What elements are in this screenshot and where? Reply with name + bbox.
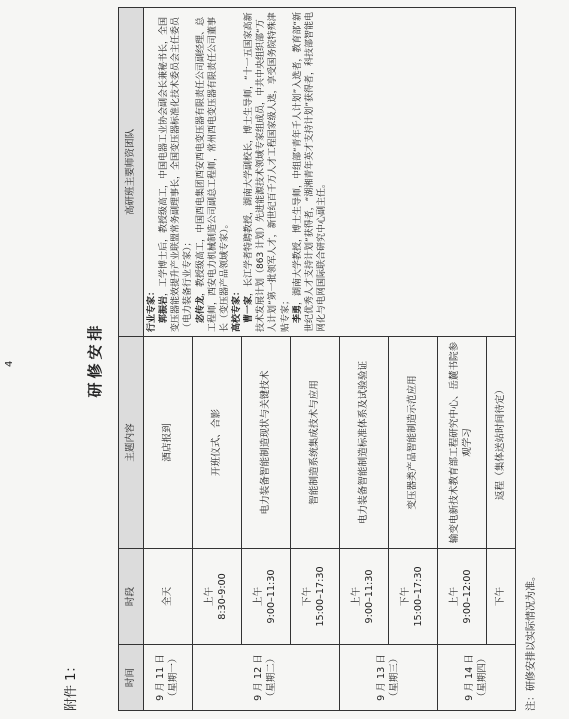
page-title: 研修安排 — [86, 321, 104, 398]
date-cell: 9 月 12 日 （星期二） — [193, 645, 340, 711]
content-cell: 返程（集体送站时间待定） — [487, 337, 516, 549]
header-date: 时间 — [119, 645, 144, 711]
expert-entry: 郭振岩，工学博士后，教授级高工，中国电器工业协会副会长兼秘书长，全国变压器能效提升产业联盟常务副理事长，全国变压器标准化技术委员会主任委员（电力装备行业专家）； — [159, 16, 194, 332]
content-cell: 智能制造系统集成技术与应用 — [291, 337, 340, 549]
header-period: 时段 — [119, 549, 144, 645]
content-cell: 变压器类产品智能制造示范应用 — [389, 337, 438, 549]
faculty-team-cell — [144, 8, 516, 337]
table-header-row — [119, 8, 144, 711]
date-cell: 9 月 14 日 （星期四） — [438, 645, 516, 711]
expert-entry: 宓传龙，教授级高工，中国西电集团西安西电变压器有限责任公司副经理、总工程师，西安电力机械制造公司副总工程师，常州西电变压器有限责任公司董事长（变压器产品领域专家）。 — [195, 16, 230, 332]
period-cell: 下午 — [487, 549, 516, 645]
page-number: 4 — [4, 360, 15, 367]
period-cell: 上午 9:00–11:30 — [242, 549, 291, 645]
period-cell: 下午 15:00–17:30 — [389, 549, 438, 645]
content-cell: 电力装备智能制造现状与关键技术 — [242, 337, 291, 549]
date-cell: 9 月 13 日 （星期三） — [340, 645, 438, 711]
content-cell: 输变电新技术教育部工程研究中心、岳麓书院参观学习 — [438, 337, 487, 549]
academic-heading: 高校专家： — [231, 286, 242, 332]
period-cell: 全天 — [144, 549, 193, 645]
period-cell: 下午 15:00–17:30 — [291, 549, 340, 645]
header-content: 主题内容 — [119, 337, 144, 549]
expert-entry: 李勇，湖南大学教授，博士生导师，中组部“青年千人计划”入选者，教育部“新世纪优秀人才支持计划”获得者，“湖湘青年英才支持计划”获得者，科技部智能电网化与电网国际联合研究中心副主任。 — [292, 11, 327, 332]
content-cell: 电力装备智能制造标准体系及试验验证 — [340, 337, 389, 549]
schedule-table — [118, 7, 516, 711]
table-row — [144, 8, 193, 711]
date-cell: 9 月 11 日 （星期一） — [144, 645, 193, 711]
attachment-label: 附件 1： — [64, 659, 79, 711]
content-cell: 酒店报到 — [144, 337, 193, 549]
industry-heading: 行业专家： — [147, 286, 157, 332]
expert-entry: 曹一家，长江学者特聘教授，湖南大学副校长，博士生导师，“十一五国家高新技术发展计划（863 计划）先进能源技术领域专家组成员，中共中央组织部“万人计划”第一批领军人才，新世纪百千万人才工程国家级人选，享受国务院特殊津贴专家； — [244, 12, 291, 332]
footnote: 注：研修安排以实际情况为准。 — [526, 571, 537, 711]
period-cell: 上午 8:30-9:00 — [193, 549, 242, 645]
content-cell: 开班仪式、合影 — [193, 337, 242, 549]
header-team: 高研班主要师资团队 — [119, 8, 144, 337]
period-cell: 上午 9:00–11:30 — [340, 549, 389, 645]
period-cell: 上午 9:00–12:00 — [438, 549, 487, 645]
